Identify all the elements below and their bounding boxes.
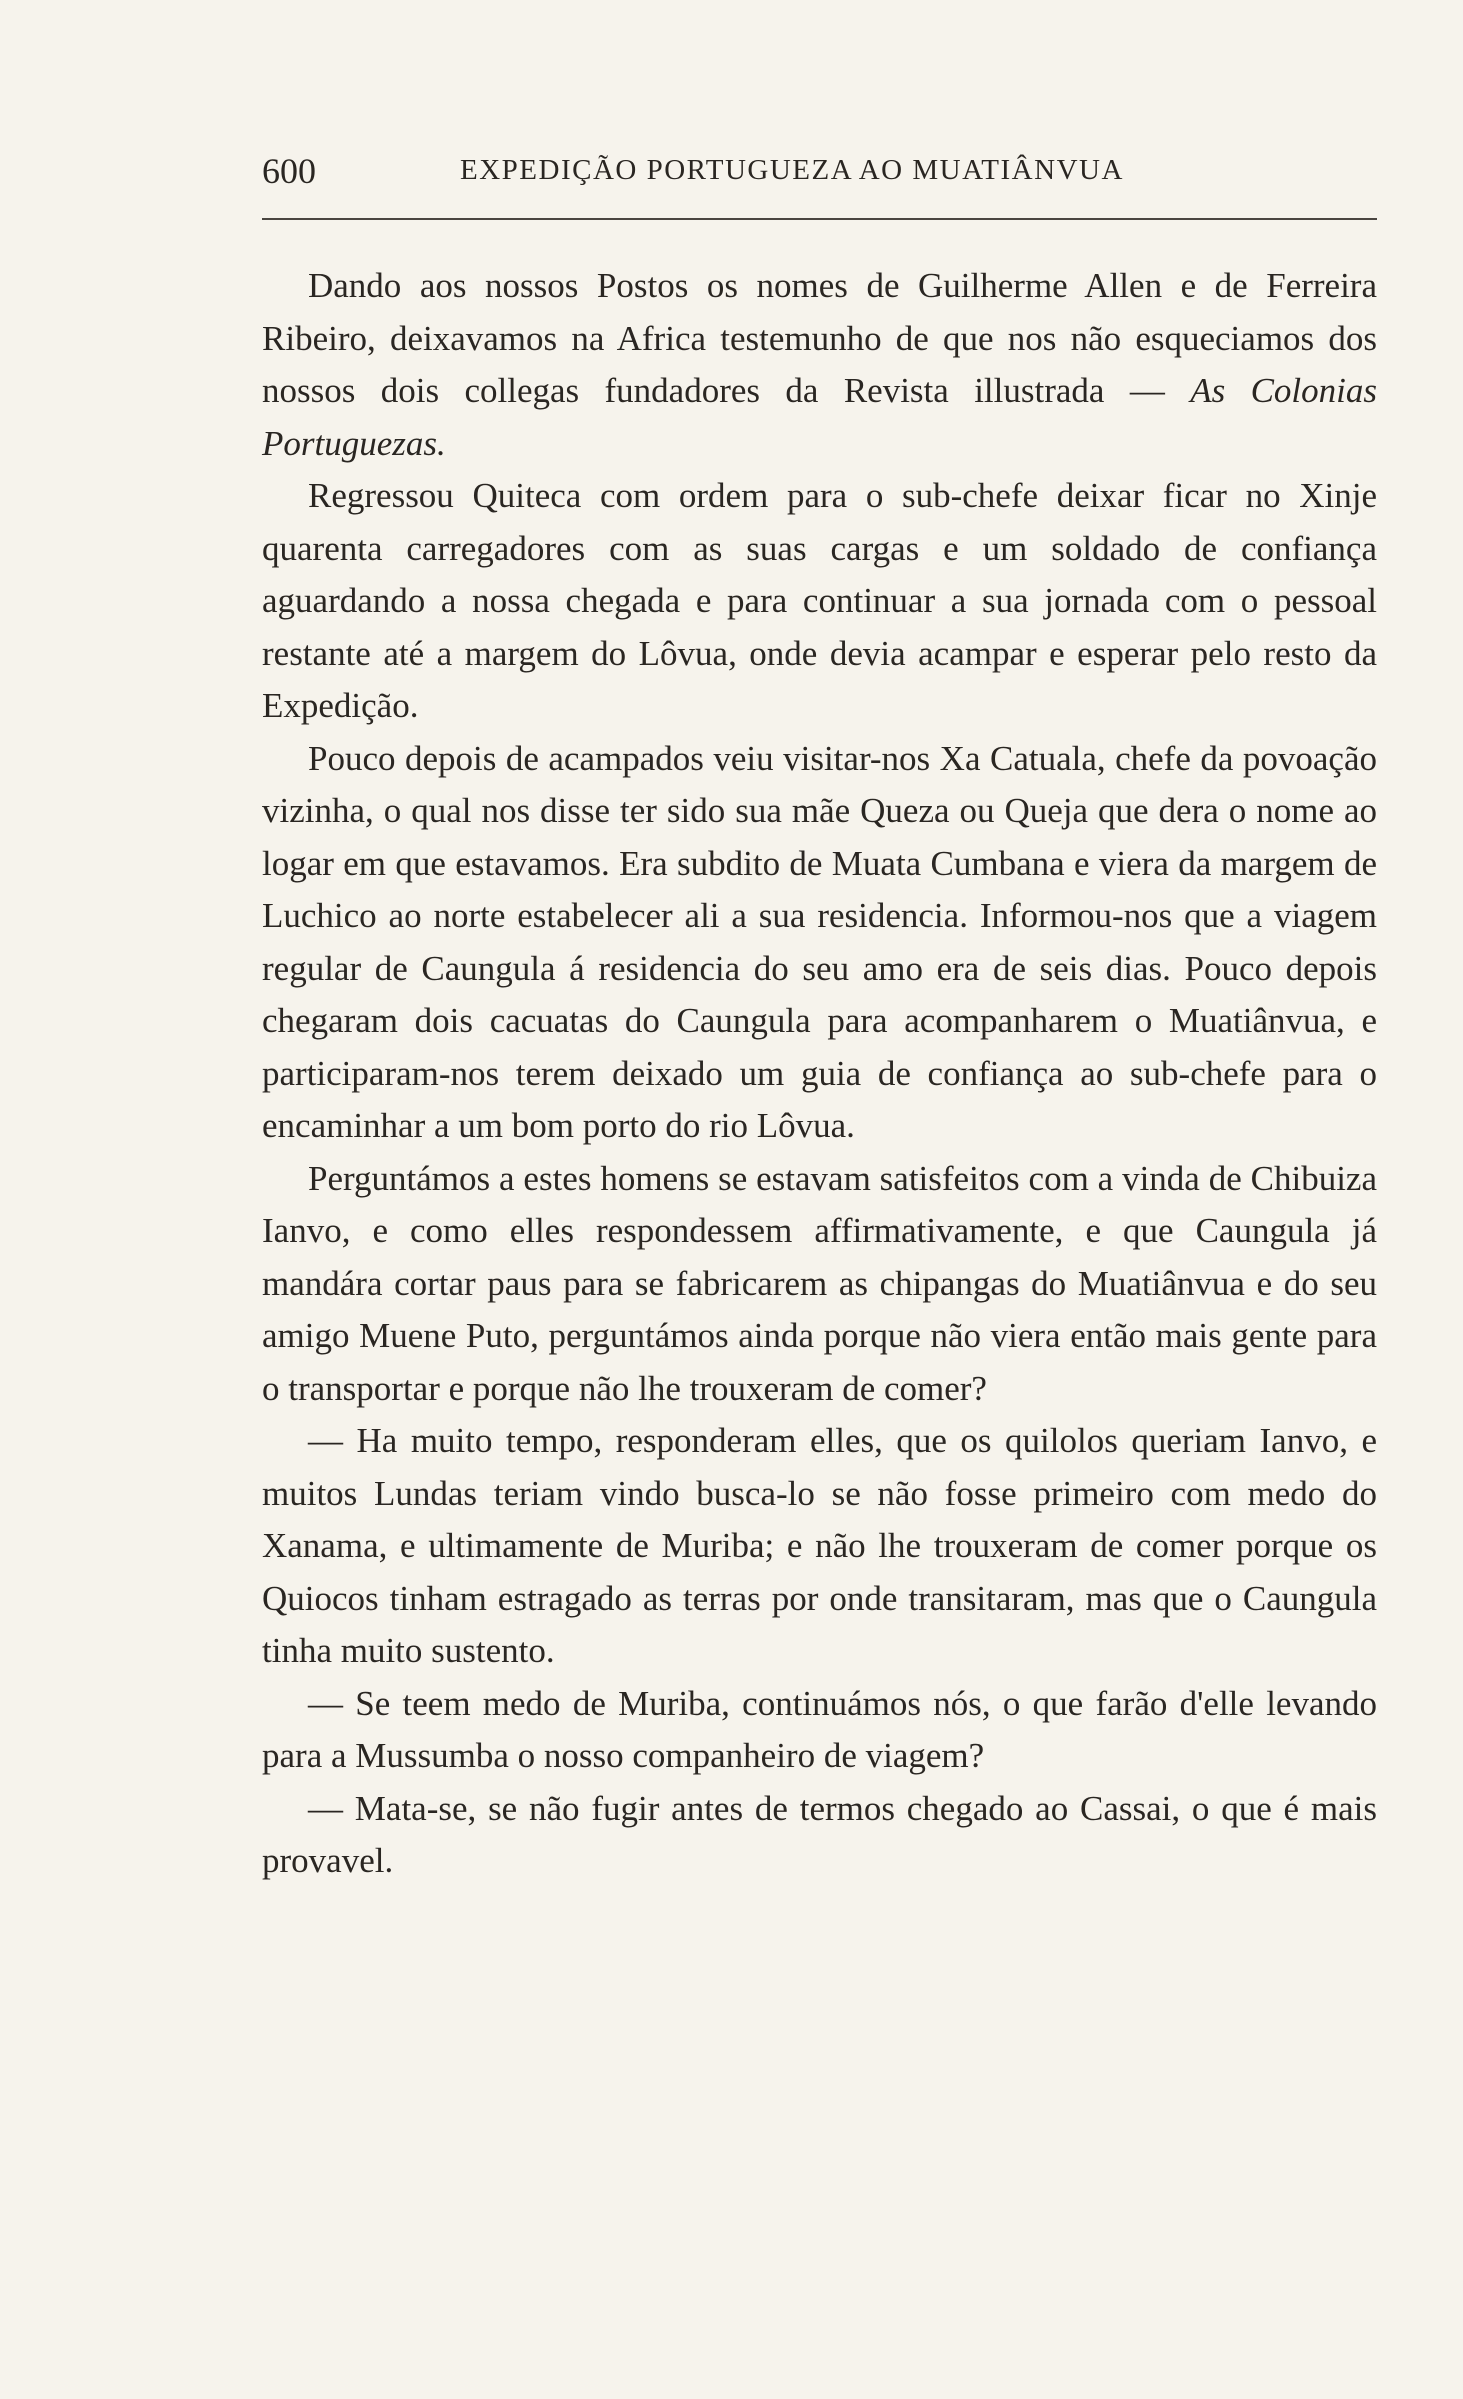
paragraph-text: Dando aos nossos Postos os nomes de Guilherme Allen e de Ferreira Ribeiro, deixavamos na Africa testemunho de que nos não esqueciamos dos nossos dois collegas fundadores da Revista illustrada — — [262, 266, 1377, 410]
paragraph — [262, 1678, 1377, 1783]
paragraph-text: Regressou Quiteca com ordem para o sub-chefe deixar ficar no Xinje quarenta carregadores com as suas cargas e um soldado de confiança aguardando a nossa chegada e para continuar a sua jornada com o pessoal restante até a margem do Lôvua, onde devia acampar e esperar pelo resto da Expedição. — [262, 476, 1377, 725]
paragraph-text: — Ha muito tempo, responderam elles, que os quilolos queriam Ianvo, e muitos Lundas teriam vindo busca-lo se não fosse primeiro com medo do Xanama, e ultimamente de Muriba; e não lhe trouxeram de comer porque os Quiocos tinham estragado as terras por onde transitaram, mas que o Caungula tinha muito sustento. — [262, 1421, 1377, 1670]
italic-publication-title: As Colonias Portuguezas. — [262, 371, 1377, 463]
page-number: 600 — [262, 151, 316, 191]
paragraph — [262, 733, 1377, 1153]
book-page — [262, 150, 1377, 1880]
paragraph — [262, 1153, 1377, 1416]
paragraph-text: — Mata-se, se não fugir antes de termos chegado ao Cassai, o que é mais provavel. — [262, 1788, 1377, 1880]
paragraph-text: — Se teem medo de Muriba, continuámos nós, o que farão d'elle levando para a Mussumba o nosso companheiro de viagem? — [262, 1683, 1377, 1775]
paragraph — [262, 1783, 1377, 1888]
header-rule — [262, 218, 1377, 220]
paragraph — [262, 470, 1377, 733]
paragraph-text: Perguntámos a estes homens se estavam satisfeitos com a vinda de Chibuiza Ianvo, e como elles respondessem affirmativamente, e que Caungula já mandára cortar paus para se fabricarem as chipangas do Muatiânvua e do seu amigo Muene Puto, perguntámos ainda porque não viera então mais gente para o transportar e porque não lhe trouxeram de comer? — [262, 1158, 1377, 1408]
paragraph — [262, 1415, 1377, 1678]
paragraph — [262, 260, 1377, 470]
body-text — [262, 260, 1377, 1888]
paragraph-text: Pouco depois de acampados veiu visitar-nos Xa Catuala, chefe da povoação vizinha, o qual nos disse ter sido sua mãe Queza ou Queja que dera o nome ao logar em que estavamos. Era subdito de Muata Cumbana e viera da margem de Luchico ao norte estabelecer ali a sua residencia. Informou-nos que a viagem regular de Caungula á residencia do seu amo era de seis dias. Pouco depois chegaram dois cacuatas do Caungula para acompanharem o Muatiânvua, e participaram-nos terem deixado um guia de confiança ao sub-chefe para o encaminhar a um bom porto do rio Lôvua. — [262, 738, 1377, 1145]
running-head — [262, 150, 1377, 200]
running-title: EXPEDIÇÃO PORTUGUEZA AO MUATIÂNVUA — [460, 154, 1124, 186]
